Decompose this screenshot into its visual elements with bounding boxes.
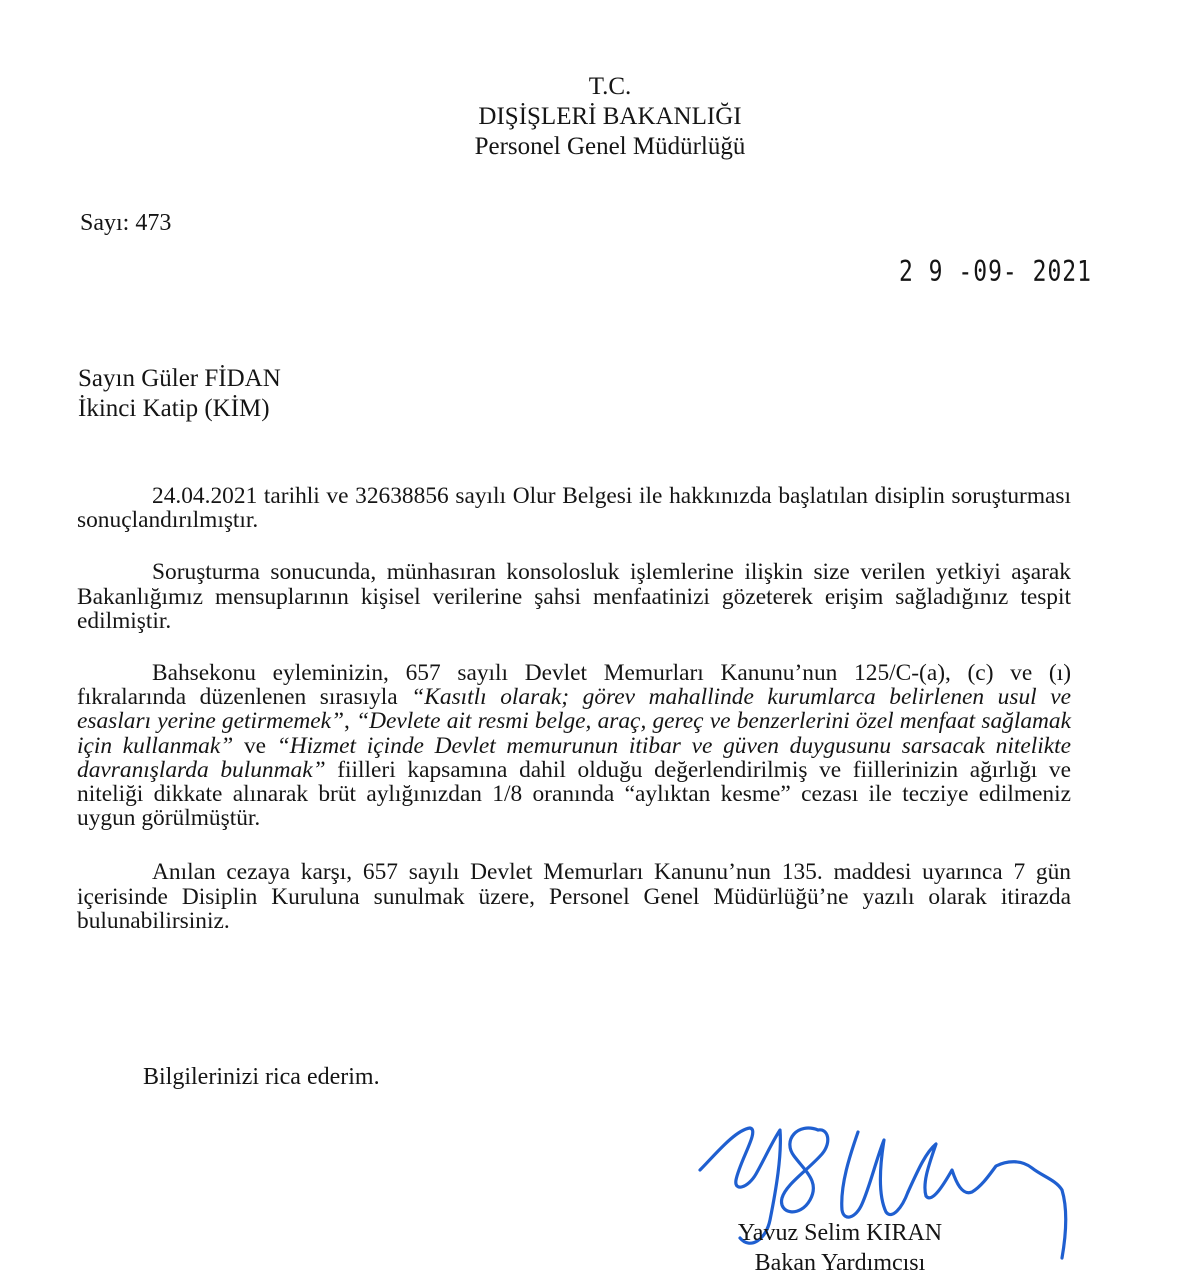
paragraph-3-text-4: fiilleri kapsamına dahil olduğu değerlendirilmiş ve fiillerinizin ağırlığı ve niteliği dikkate alınarak brüt aylığınızdan 1/8 oranında “aylıktan kesme” cezası ile tecziye edilmeniz uygun görülmüştür. (77, 756, 1071, 832)
quote-1: “Kasıtlı olarak; görev mahallinde kurumlarca belirlenen usul ve esasları yerine getirmemek” (77, 684, 1071, 735)
recipient-name: Sayın Güler FİDAN (78, 365, 281, 392)
document-number: Sayı: 473 (80, 210, 172, 236)
paragraph-2: Soruşturma sonucunda, münhasıran konsolosluk işlemlerine ilişkin size verilen yetkiyi aşarak Bakanlığımız mensuplarının kişisel verilerine şahsi menfaatinizi gözeterek erişim sağladığınız tespit edilmiştir. (77, 559, 1071, 634)
signer-name: Yavuz Selim KIRAN (737, 1220, 943, 1246)
paragraph-3-text-3: ve (233, 732, 277, 759)
paragraph-3-text-1: Bahsekonu eyleminizin, 657 sayılı Devlet Memurları Kanunu’nun 125/C-(a), (c) ve (ı) fıkralarında düzenlenen sırasıyla (77, 660, 1071, 711)
quote-3: “Hizmet içinde Devlet memurunun itibar ve güven duygusunu sarsacak nitelikte davranışlarda bulunmak” (77, 732, 1071, 783)
recipient-title: İkinci Katip (KİM) (78, 395, 270, 422)
paragraph-3 (77, 661, 1071, 830)
letterhead-ministry: DIŞİŞLERİ BAKANLIĞI (478, 103, 742, 130)
letterhead-department: Personel Genel Müdürlüğü (474, 133, 746, 160)
letterhead-country: T.C. (588, 73, 632, 100)
signer-block (705, 1218, 975, 1278)
letterhead (330, 72, 890, 162)
paragraph-3-text-2: , (344, 708, 357, 735)
recipient-block (78, 364, 281, 424)
letter-body (77, 484, 1071, 961)
paragraph-1: 24.04.2021 tarihli ve 32638856 sayılı Olur Belgesi ile hakkınızda başlatılan disiplin soruşturması sonuçlandırılmıştır. (77, 483, 1071, 534)
paragraph-4: Anılan cezaya karşı, 657 sayılı Devlet Memurları Kanunu’nun 135. maddesi uyarınca 7 gün içerisinde Disiplin Kuruluna sunulmak üzere, Personel Genel Müdürlüğü’ne yazılı olarak itirazda bulunabilirsiniz. (77, 859, 1071, 934)
closing-line: Bilgilerinizi rica ederim. (143, 1064, 380, 1090)
signer-title: Bakan Yardımcısı (754, 1250, 926, 1276)
quote-2: “Devlete ait resmi belge, araç, gereç ve benzerlerini özel menfaat sağlamak için kullanmak” (77, 708, 1071, 759)
document-date-stamp: 2 9 -09- 2021 (898, 256, 1092, 289)
